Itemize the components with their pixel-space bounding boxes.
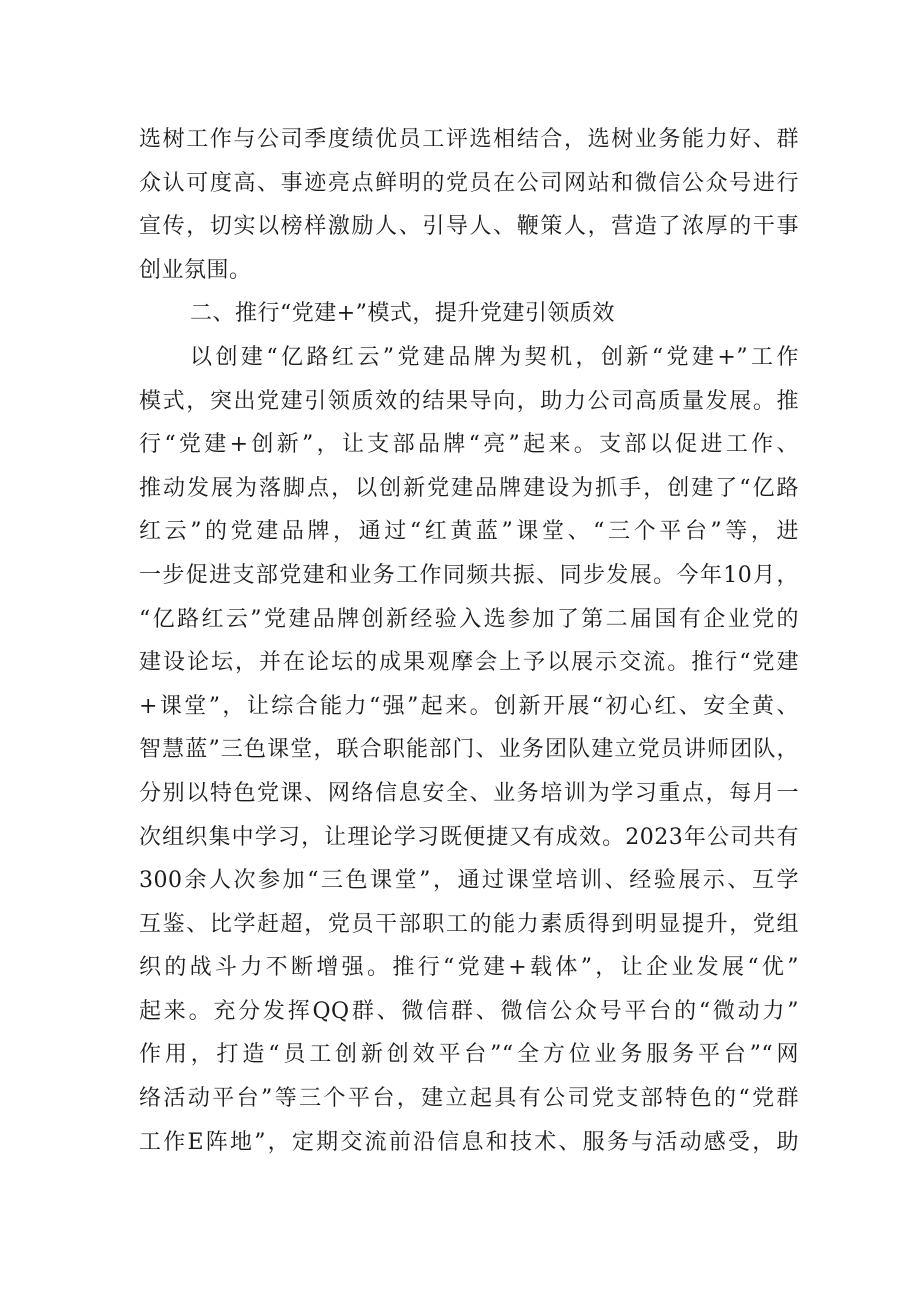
body-text [139, 118, 799, 1164]
text-line: 选树工作与公司季度绩优员工评选相结合，选树业务能力好、群 [139, 127, 799, 152]
text-line: 起来。充分发挥QQ群、微信群、微信公众号平台的“微动力” [139, 998, 799, 1024]
text-line: 300余人次参加“三色课堂”，通过课堂培训、经验展示、互学 [139, 868, 799, 894]
text-line: 推动发展为落脚点，以创新党建品牌建设为抓手，创建了“亿路 [139, 475, 799, 501]
text-line: “亿路红云”党建品牌创新经验入选参加了第二届国有企业党的 [139, 606, 799, 632]
section-heading: 二、推行“党建+”模式，提升党建引领质效 [190, 301, 615, 327]
text-line: 智慧蓝”三色课堂，联合职能部门、业务团队建立党员讲师团队， [139, 737, 799, 763]
text-line: 模式，突出党建引领质效的结果导向，助力公司高质量发展。推 [139, 388, 799, 414]
text-line: 作用，打造“员工创新创效平台”“全方位业务服务平台”“网 [139, 1042, 799, 1068]
text-line: +课堂”，让综合能力“强”起来。创新开展“初心红、安全黄、 [139, 693, 799, 719]
text-line: 以创建“亿路红云”党建品牌为契机，创新“党建+”工作 [190, 344, 799, 370]
text-line: 众认可度高、事迹亮点鲜明的党员在公司网站和微信公众号进行 [139, 170, 799, 196]
text-line: 创业氛围。 [139, 257, 252, 283]
text-line: 分别以特色党课、网络信息安全、业务培训为学习重点，每月一 [139, 780, 799, 806]
text-line: 红云”的党建品牌，通过“红黄蓝”课堂、“三个平台”等，进 [139, 519, 799, 545]
text-line: 次组织集中学习，让理论学习既便捷又有成效。2023年公司共有 [139, 824, 799, 850]
text-line: 宣传，切实以榜样激励人、引导人、鞭策人，营造了浓厚的干事 [139, 214, 799, 240]
text-line: 建设论坛，并在论坛的成果观摩会上予以展示交流。推行“党建 [139, 650, 799, 676]
text-line: 互鉴、比学赶超，党员干部职工的能力素质得到明显提升，党组 [139, 911, 799, 937]
text-line: 织的战斗力不断增强。推行“党建+载体”，让企业发展“优” [139, 955, 799, 981]
text-line: 行“党建+创新”，让支部品牌“亮”起来。支部以促进工作、 [139, 432, 799, 458]
text-line: 一步促进支部党建和业务工作同频共振、同步发展。今年10月， [139, 562, 799, 588]
text-line: 工作E阵地”，定期交流前沿信息和技术、服务与活动感受，助 [139, 1129, 799, 1155]
text-line: 络活动平台”等三个平台，建立起具有公司党支部特色的“党群 [139, 1086, 799, 1112]
